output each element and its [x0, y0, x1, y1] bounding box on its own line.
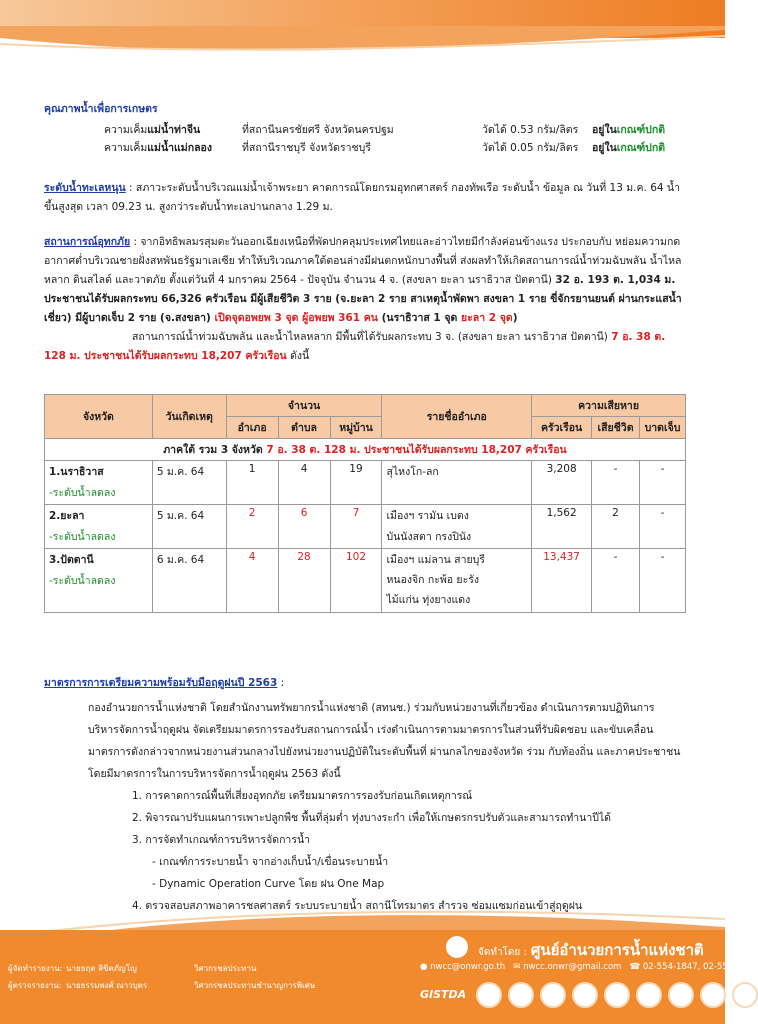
col-subdistrict: ตำบล: [278, 417, 330, 439]
mail-icon: ✉: [513, 962, 521, 972]
agency-logo-icon: [636, 982, 662, 1008]
phone-text: 02-554-1847, 02-554-1800: [642, 962, 758, 972]
col-households: ครัวเรือน: [532, 417, 592, 439]
water-quality-row: ความเค็มแม่น้ำท่าจีน ที่สถานีนครชัยศรี จังหวัดนครปฐม วัดได้ 0.53 กรัม/ลิตร อยู่ในเกณฑ์ปกติ: [44, 121, 684, 139]
station: ที่สถานีนครชัยศรี จังหวัดนครปฐม: [242, 124, 394, 136]
brand-title: จัดทำโดย : ศูนย์อำนวยการน้ำแห่งชาติ: [478, 941, 704, 959]
report-credits: ผู้จัดทำรายงาน: นายธฤต สิขิดภัญโญ วิศวกรชลประทาน ผู้ตรวจรายงาน: นายธรรมพงศ์ ณาวบุตร วิศวกรชลประทานชำนาญการพิเศษ: [8, 964, 316, 990]
report-body: [44, 100, 684, 366]
agency-logo-icon: [540, 982, 566, 1008]
sea-level-heading: ระดับน้ำทะเลหนุน: [44, 182, 126, 194]
river-name: แม่น้ำท่าจีน: [147, 124, 201, 136]
footer: [0, 930, 758, 1024]
measures-intro: กองอำนวยการน้ำแห่งชาติ โดยสำนักงานทรัพยากรน้ำแห่งชาติ (สทนช.) ร่วมกับหน่วยงานที่เกี่ยวข้อง ดำเนินการตามปฏิทินการบริหารจัดการน้ำฤดูฝน จัดเตรียมมาตรการรองรับสถานการณ์น้ำ เร่งดำเนินการตามมาตรการในส่วนที่รับผิดชอบ และขับเคลื่อนมาตรการดังกล่าวจากหน่วยงานส่วนกลางไปยังหน่วยงานปฏิบัติในระดับพื้นที่ ผ่านกลไกของจังหวัด ร่วม กับท้องถิ่น และภาคประชาชน โดยมีมาตรการในการบริหารจัดการน้ำฤดูฝน 2563 ดังนี้: [88, 702, 681, 780]
list-subitem: - Dynamic Operation Curve โดย ฝน One Map: [152, 878, 385, 890]
flood-paragraph: สถานการณ์อุทกภัย : จากอิทธิพลมรสุมตะวันออกเฉียงเหนือที่พัดปกคลุมประเทศไทยและอ่าวไทยมีกำลังค่อนข้างแรง ประกอบกับ หย่อมความกดอากาศต่ำบริเวณชายฝั่งสหพันธรัฐมาเลเซีย ทำให้บริเวณภาคใต้ตอนล่างมีฝนตกหนักบางพื้นที่ ส่งผลทำให้เกิดสถานการณ์น้ำท่วมฉับพลัน น้ำไหลหลาก ดินสไลด์ และวาตภัย ตั้งแต่วันที่ 4 มกราคม 2564 - ปัจจุบัน จำนวน 4 จ. (สงขลา ยะลา นราธิวาส ปัตตานี) 32 อ. 193 ต. 1,034 ม. ประชาชนได้รับผลกระทบ 66,326 ครัวเรือน มีผู้เสียชีวิต 3 ราย (จ.ยะลา 2 ราย สาเหตุน้ำพัดพา สงขลา 1 ราย ขี่จักรยานยนต์ ผ่านกระแสน้ำเชี่ยว) มีผู้บาดเจ็บ 2 ราย (จ.สงขลา) เปิดจุดอพยพ 3 จุด ผู้อพยพ 361 คน (นราธิวาส 1 จุด ยะลา 2 จุด): [44, 236, 682, 324]
agency-logo-icon: [572, 982, 598, 1008]
col-province: จังหวัด: [45, 395, 153, 439]
table-row: 3.ปัตตานี -ระดับน้ำลดลง 6 ม.ค. 64 4 28 102 เมืองฯ แม่ลาน สายบุรี หนองจิก กะพ้อ ยะรัง ไม้แก่น ทุ่งยางแดง 13,437 - -: [45, 549, 686, 613]
globe-icon: ●: [420, 962, 428, 972]
flood-summary-paragraph: สถานการณ์น้ำท่วมฉับพลัน และน้ำไหลหลาก มีพื้นที่ได้รับผลกระทบ 3 จ. (สงขลา ยะลา นราธิวาส ปัตตานี) 7 อ. 38 ต. 128 ม. ประชาชนได้รับผลกระทบ 18,207 ครัวเรือน ดังนี้: [44, 331, 666, 362]
flood-heading: สถานการณ์อุทกภัย: [44, 236, 131, 248]
status-text: เกณฑ์ปกติ: [616, 142, 666, 154]
measured-value: วัดได้ 0.53 กรัม/ลิตร: [482, 124, 579, 136]
measures-list: [132, 785, 684, 917]
flood-impact-table: [44, 394, 686, 613]
sea-level-paragraph: ระดับน้ำทะเลหนุน : สภาวะระดับน้ำบริเวณแม่น้ำเจ้าพระยา คาดการณ์โดยกรมอุทกศาสตร์ กองทัพเรือ ระดับน้ำ ข้อมูล ณ วันที่ 13 ม.ค. 64 น้ำขึ้นสูงสุด เวลา 09.23 น. สูงกว่าระดับน้ำทะเลปานกลาง 1.29 ม.: [44, 182, 680, 213]
header-wave: [0, 26, 725, 56]
station: ที่สถานีราชบุรี จังหวัดราชบุรี: [242, 142, 371, 154]
col-damage: ความเสียหาย: [532, 395, 686, 417]
table-row: 2.ยะลา -ระดับน้ำลดลง 5 ม.ค. 64 2 6 7 เมืองฯ รามัน เบตง บันนังสตา กรงปินัง 1,562 2 -: [45, 505, 686, 549]
list-subitem: - เกณฑ์การระบายน้ำ จากอ่างเก็บน้ำ/เขื่อนระบายน้ำ: [152, 856, 389, 868]
agency-logo-icon: [700, 982, 726, 1008]
agency-logo-icon: [732, 982, 758, 1008]
contact-info: [420, 962, 758, 972]
water-drop-icon: [446, 936, 468, 958]
agency-logo-icon: [476, 982, 502, 1008]
list-item: 3. การจัดทำเกณฑ์การบริหารจัดการน้ำ: [132, 834, 311, 846]
status-text: เกณฑ์ปกติ: [616, 124, 666, 136]
col-injured: บาดเจ็บ: [639, 417, 685, 439]
measured-value: วัดได้ 0.05 กรัม/ลิตร: [482, 142, 579, 154]
col-district-names: รายชื่ออำเภอ: [382, 395, 532, 439]
col-deaths: เสียชีวิต: [592, 417, 640, 439]
agency-logo-icon: [668, 982, 694, 1008]
table-row: 1.นราธิวาส -ระดับน้ำลดลง 5 ม.ค. 64 1 4 19 สุไหงโก-ลก 3,208 - -: [45, 461, 686, 505]
col-village: หมู่บ้าน: [330, 417, 382, 439]
list-item: 4. ตรวจสอบสภาพอาคารชลศาสตร์ ระบบระบายน้ำ สถานีโทรมาตร สำรวจ ซ่อมแซมก่อนเข้าสู่ฤดูฝน: [132, 900, 583, 912]
list-item: 1. การคาดการณ์พื้นที่เสี่ยงอุทกภัย เตรียมมาตรการรองรับก่อนเกิดเหตุการณ์: [132, 790, 473, 802]
email-link[interactable]: nwcc.onwr@gmail.com: [523, 962, 622, 972]
phone-icon: ☎: [629, 962, 641, 972]
agency-logo-icon: [508, 982, 534, 1008]
col-count: จำนวน: [226, 395, 382, 417]
col-date: วันเกิดเหตุ: [152, 395, 226, 439]
agency-logo-icon: [604, 982, 630, 1008]
agency-logos: [420, 982, 758, 1008]
table-summary-row: ภาคใต้ รวม 3 จังหวัด 7 อ. 38 ต. 128 ม. ประชาชนได้รับผลกระทบ 18,207 ครัวเรือน: [45, 439, 686, 461]
water-quality-row: ความเค็มแม่น้ำแม่กลอง ที่สถานีราชบุรี จังหวัดราชบุรี วัดได้ 0.05 กรัม/ลิตร อยู่ในเกณฑ์ปกติ: [44, 139, 684, 157]
col-district: อำเภอ: [226, 417, 278, 439]
river-name: แม่น้ำแม่กลอง: [147, 142, 212, 154]
measures-section: มาตรการการเตรียมความพร้อมรับมือฤดูฝนปี 2563 : กองอำนวยการน้ำแห่งชาติ โดยสำนักงานทรัพยากรน้ำแห่งชาติ (สทนช.) ร่วมกับหน่วยงานที่เกี่ยวข้อง ดำเนินการตามปฏิทินการบริหารจัดการน้ำฤดูฝน จัดเตรียมมาตรการรองรับสถานการณ์น้ำ เร่งดำเนินการตามมาตรการในส่วนที่รับผิดชอบ และขับเคลื่อนมาตรการดังกล่าวจากหน่วยงานส่วนกลางไปยังหน่วยงานปฏิบัติในระดับพื้นที่ ผ่านกลไกของจังหวัด ร่วม กับท้องถิ่น และภาคประชาชน โดยมีมาตรการในการบริหารจัดการน้ำฤดูฝน 2563 ดังนี้ 1. การคาดการณ์พื้นที่เสี่ยงอุทกภัย เตรียมมาตรการรองรับก่อนเกิดเหตุการณ์ 2. พิจารณาปรับแผนการเพาะปลูกพืช พื้นที่ลุ่มต่ำ ทุ่งบางระกำ เพื่อให้เกษตรกรปรับตัวและสามารถทำนาปีได้ 3. การจัดทำเกณฑ์การบริหารจัดการน้ำ - เกณฑ์การระบายน้ำ จากอ่างเก็บน้ำ/เขื่อนระบายน้ำ - Dynamic Operation Curve โดย ฝน One Map 4. ตรวจสอบสภาพอาคารชลศาสตร์ ระบบระบายน้ำ สถานีโทรมาตร สำรวจ ซ่อมแซมก่อนเข้าสู่ฤดูฝน: [44, 674, 684, 917]
web-text[interactable]: nwcc@onwr.go.th: [430, 962, 506, 972]
measures-heading: มาตรการการเตรียมความพร้อมรับมือฤดูฝนปี 2563: [44, 677, 278, 689]
evacuation-text: เปิดจุดอพยพ 3 จุด ผู้อพยพ 361 คน: [214, 312, 378, 324]
list-item: 2. พิจารณาปรับแผนการเพาะปลูกพืช พื้นที่ลุ่มต่ำ ทุ่งบางระกำ เพื่อให้เกษตรกรปรับตัวและสามารถทำนาปีได้: [132, 812, 611, 824]
gistda-logo: GISTDA: [420, 988, 467, 1001]
water-quality-heading: คุณภาพน้ำเพื่อการเกษตร: [44, 103, 158, 115]
